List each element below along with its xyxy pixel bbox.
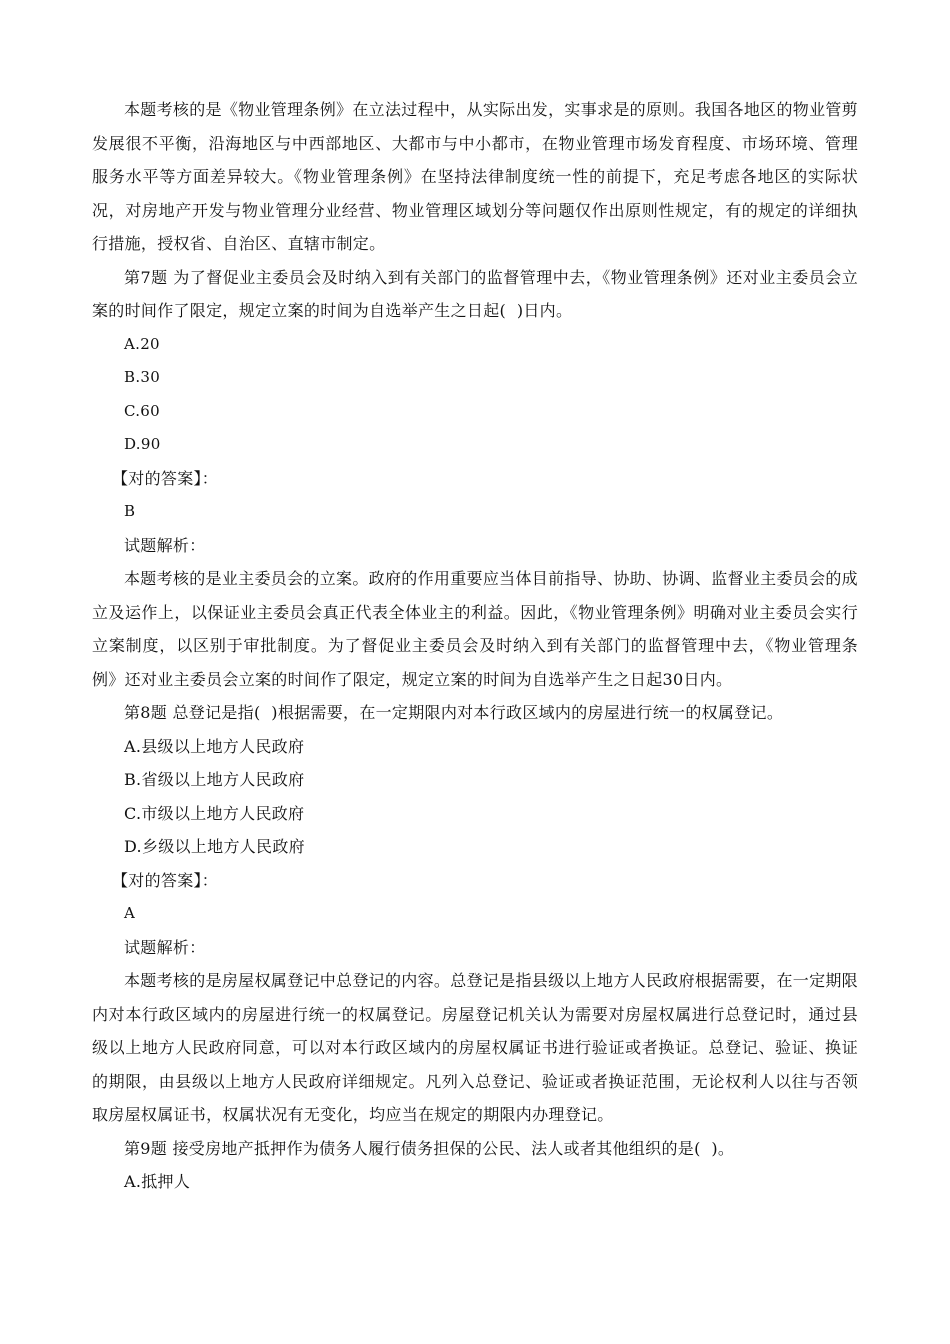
question-7-answer-label: 【对的答案】：	[112, 468, 219, 488]
question-9-option-a: A.抵押人	[124, 1172, 191, 1191]
question-7-answer: B	[124, 502, 136, 520]
question-7-option-b: B.30	[124, 368, 161, 386]
question-8-option-b: B.省级以上地方人民政府	[124, 770, 305, 789]
question-8-option-a: A.县级以上地方人民政府	[124, 736, 305, 756]
question-8-analysis-label: 试题解析：	[124, 937, 206, 957]
document-page	[92, 93, 858, 1199]
question-7-option-a: A.20	[124, 334, 160, 353]
question-7-analysis-label: 试题解析：	[124, 535, 206, 555]
question-8-answer-label: 【对的答案】：	[112, 870, 219, 890]
question-7-option-d: D.90	[124, 435, 161, 453]
question-8-option-d: D.乡级以上地方人民政府	[124, 837, 305, 856]
question-8-stem: 第8题 总登记是指( )根据需要，在一定期限内对本行政区域内的房屋进行统一的权属登记。	[124, 703, 784, 722]
question-8-analysis: 本题考核的是房屋权属登记中总登记的内容。总登记是指县级以上地方人民政府根据需要，在一定期限内对本行政区域内的房屋进行统一的权属登记。房屋登记机关认为需要对房屋权属进行总登记时，通过县级以上地方人民政府同意，可以对本行政区域内的房屋权属证书进行验证或者换证。总登记、验证、换证的期限，由县级以上地方人民政府详细规定。凡列入总登记、验证或者换证范围，无论权利人以往与否领取房屋权属证书，权属状况有无变化，均应当在规定的期限内办理登记。	[92, 971, 858, 1124]
question-7-analysis: 本题考核的是业主委员会的立案。政府的作用重要应当体目前指导、协助、协调、监督业主委员会的成立及运作上，以保证业主委员会真正代表全体业主的利益。因此，《物业管理条例》明确对业主委员会实行立案制度，以区别于审批制度。为了督促业主委员会及时纳入到有关部门的监督管理中去，《物业管理条例》还对业主委员会立案的时间作了限定，规定立案的时间为自选举产生之日起30日内。	[92, 569, 858, 689]
question-8-answer: A	[124, 904, 136, 922]
intro-explanation: 本题考核的是《物业管理条例》在立法过程中，从实际出发，实事求是的原则。我国各地区的物业管剪发展很不平衡，沿海地区与中西部地区、大都市与中小都市，在物业管理市场发育程度、市场环境、管理服务水平等方面差异较大。《物业管理条例》在坚持法律制度统一性的前提下，充足考虑各地区的实际状况，对房地产开发与物业管理分业经营、物业管理区域划分等问题仅作出原则性规定，有的规定的详细执行措施，授权省、自治区、直辖市制定。	[92, 100, 858, 253]
question-9-stem: 第9题 接受房地产抵押作为债务人履行债务担保的公民、法人或者其他组织的是( )。	[124, 1138, 735, 1158]
question-7-option-c: C.60	[124, 401, 160, 420]
question-7-stem: 第7题 为了督促业主委员会及时纳入到有关部门的监督管理中去，《物业管理条例》还对业主委员会立案的时间作了限定，规定立案的时间为自选举产生之日起( )日内。	[92, 267, 858, 320]
question-8-option-c: C.市级以上地方人民政府	[124, 803, 305, 823]
